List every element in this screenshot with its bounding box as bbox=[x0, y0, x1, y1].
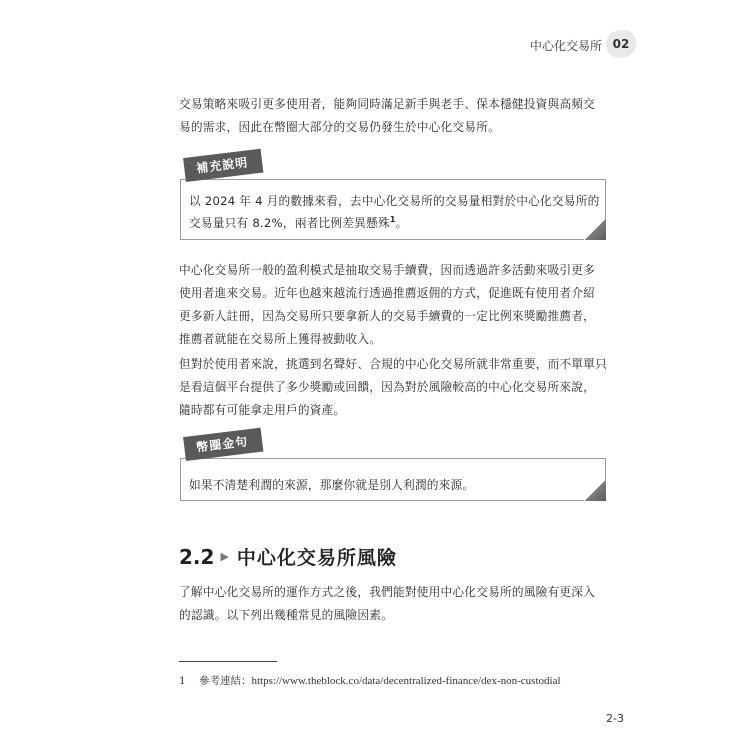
section-title: 中心化交易所風險 bbox=[236, 547, 397, 569]
text-line: 易的需求，因此在幣圈大部分的交易仍發生於中心化交易所。 bbox=[179, 120, 500, 134]
footnote-label: 參考連結： bbox=[199, 675, 252, 687]
section-number: 2.2 bbox=[179, 544, 215, 569]
text-line: 是看這個平台提供了多少獎勵或回饋，因為對於風險較高的中心化交易所來說， bbox=[179, 380, 596, 394]
footnote bbox=[179, 673, 561, 688]
note-text-segment: 交易量只有 8.2%，兩者比例差異懸殊 bbox=[189, 216, 390, 230]
text-line: 使用者進來交易。近年也越來越流行透過推薦返佣的方式，促進既有使用者介紹 bbox=[179, 286, 596, 300]
text-line: 了解中心化交易所的運作方式之後，我們能對使用中心化交易所的風險有更深入 bbox=[179, 585, 596, 599]
supplement-note-text bbox=[189, 190, 599, 234]
text-line: 交易策略來吸引更多使用者，能夠同時滿足新手與老手、保本穩健投資與高頻交 bbox=[179, 97, 596, 111]
text-line: 如果不清楚利潤的來源，那麼你就是別人利潤的來源。 bbox=[189, 478, 475, 492]
risk-intro-paragraph bbox=[179, 581, 619, 627]
text-line: 中心化交易所一般的盈利模式是抽取交易手續費，因而透過許多活動來吸引更多 bbox=[179, 263, 596, 277]
page-fold-shadow bbox=[584, 481, 606, 501]
text-line bbox=[189, 212, 599, 234]
triangle-right-icon: ▶ bbox=[220, 550, 229, 563]
text-line: 但對於使用者來說，挑選到名聲好、合規的中心化交易所就非常重要，而不單單只 bbox=[179, 357, 607, 371]
footnote-number: 1 bbox=[179, 675, 186, 687]
chapter-badge: 02 bbox=[606, 30, 636, 58]
footnote-link[interactable]: https://www.theblock.co/data/decentralized-finance/dex-non-custodial bbox=[251, 675, 561, 687]
supplement-tag: 補充說明 bbox=[183, 149, 263, 182]
text-line: 推薦者就能在交易所上獲得被動收入。 bbox=[179, 332, 382, 346]
user-choice-paragraph bbox=[179, 353, 619, 422]
section-heading bbox=[179, 543, 397, 570]
footnote-reference[interactable]: 1 bbox=[389, 215, 396, 225]
text-line: 隨時都有可能拿走用戶的資產。 bbox=[179, 403, 346, 417]
text-line: 的認識。以下列出幾種常見的風險因素。 bbox=[179, 608, 393, 622]
quote-note-text bbox=[189, 474, 474, 496]
text-line: 以 2024 年 4 月的數據來看，去中心化交易所的交易量相對於中心化交易所的 bbox=[189, 194, 600, 208]
intro-paragraph bbox=[179, 93, 619, 139]
footnote-divider bbox=[179, 661, 277, 662]
profit-model-paragraph bbox=[179, 259, 619, 351]
note-text-segment: 。 bbox=[395, 216, 408, 230]
quote-tag: 幣圈金句 bbox=[183, 428, 263, 461]
page-number: 2-3 bbox=[606, 712, 624, 725]
text-line: 更多新人註冊，因為交易所只要拿新人的交易手續費的一定比例來獎勵推薦者， bbox=[179, 309, 596, 323]
running-header-title: 中心化交易所 bbox=[529, 39, 602, 53]
